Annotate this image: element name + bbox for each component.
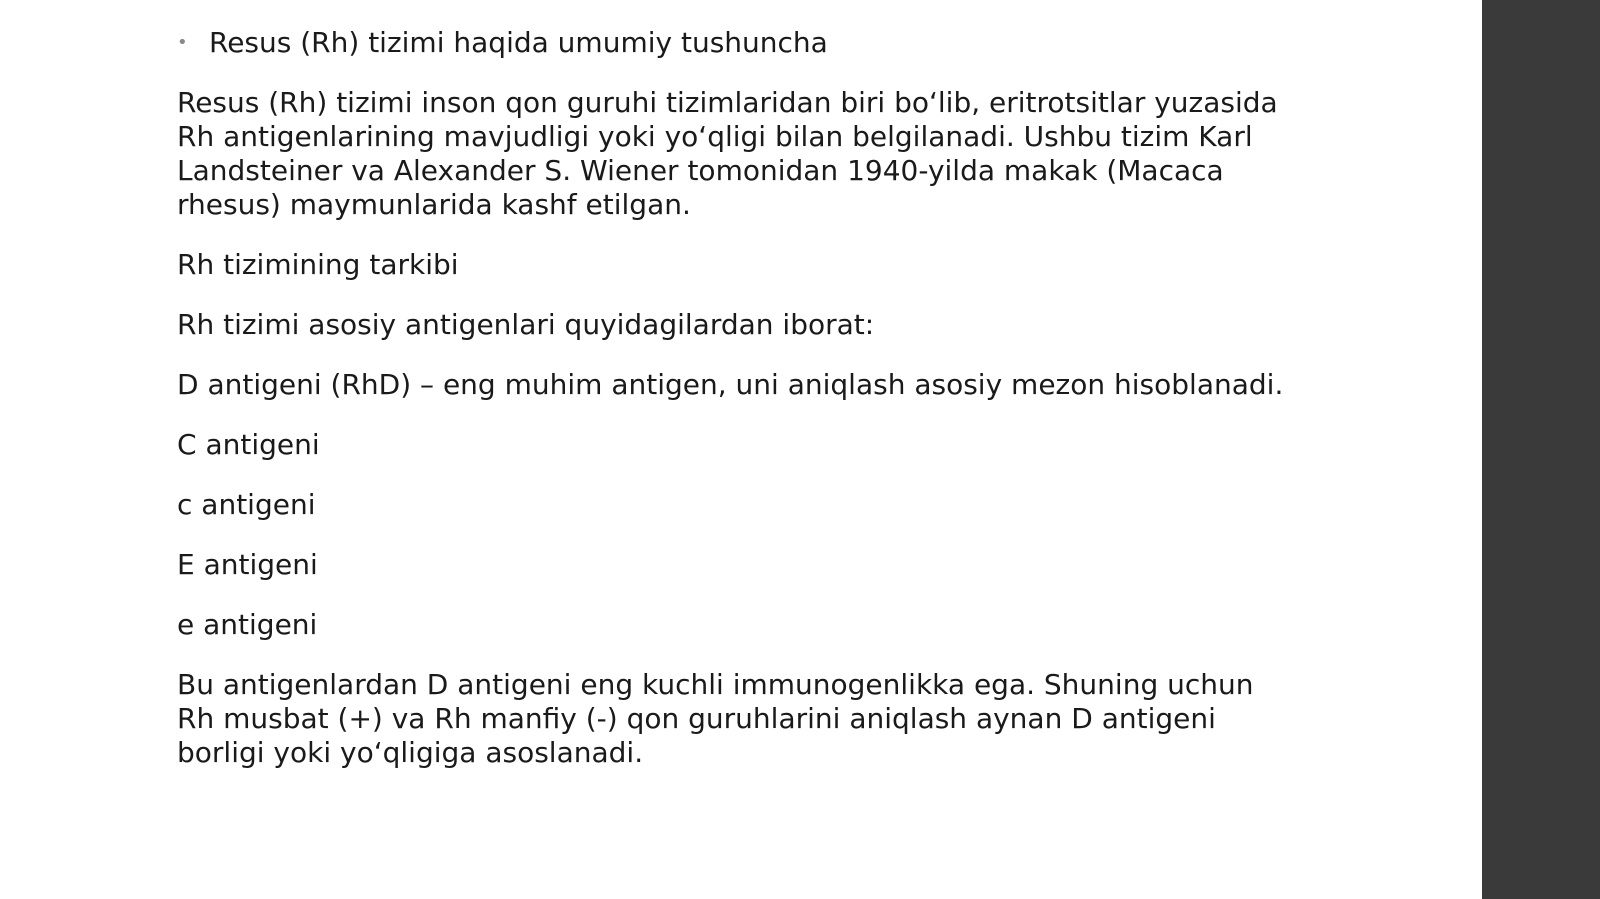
paragraph-conclusion: Bu antigenlardan D antigeni eng kuchli immunogenlikka ega. Shuning uchun Rh musbat (+) va Rh manfiy (-) qon guruhlarini aniqlash aynan D antigeni borligi yoki yo‘qligiga asoslanadi. (177, 668, 1254, 769)
paragraph-c-lower-antigen: c antigeni (177, 488, 316, 521)
paragraph-e-lower-antigen: e antigeni (177, 608, 318, 641)
paragraph-antigens-intro: Rh tizimi asosiy antigenlari quyidagilardan iborat: (177, 308, 875, 341)
paragraph-c-upper-antigen: C antigeni (177, 428, 320, 461)
right-accent-band (1482, 0, 1600, 899)
slide-content (177, 26, 1287, 796)
paragraph-composition-heading: Rh tizimining tarkibi (177, 248, 459, 281)
paragraph-intro: Resus (Rh) tizimi inson qon guruhi tizimlaridan biri bo‘lib, eritrotsitlar yuzasida Rh antigenlarining mavjudligi yoki yo‘qligi bilan belgilanadi. Ushbu tizim Karl Landsteiner va Alexander S. Wiener tomonidan 1940-yilda makak (Macaca rhesus) maymunlarida kashf etilgan. (177, 86, 1278, 221)
bullet-heading: Resus (Rh) tizimi haqida umumiy tushuncha (209, 26, 828, 59)
bullet-heading-row (177, 26, 1287, 60)
paragraph-e-upper-antigen: E antigeni (177, 548, 318, 581)
bullet-dot-icon: • (177, 32, 188, 53)
paragraph-d-antigen: D antigeni (RhD) – eng muhim antigen, uni aniqlash asosiy mezon hisoblanadi. (177, 368, 1284, 401)
